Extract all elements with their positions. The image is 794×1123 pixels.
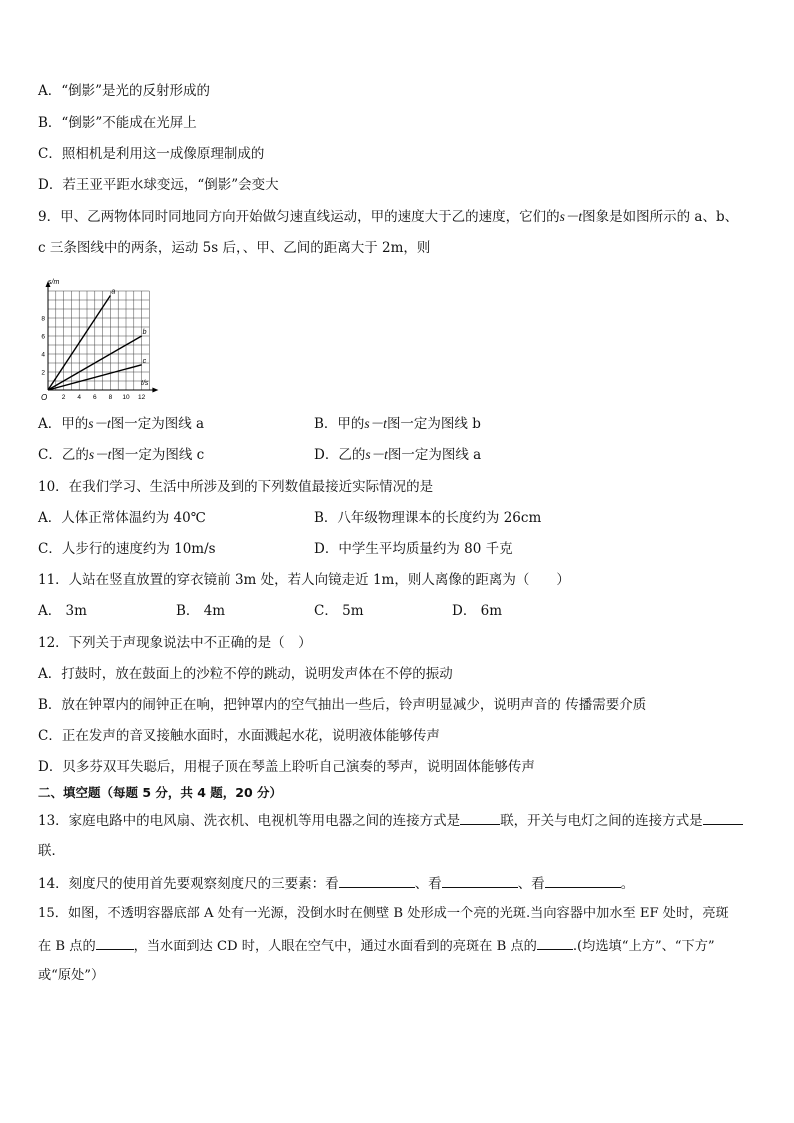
q12-option-d: D．贝多芬双耳失聪后，用棍子顶在琴盖上聆听自己演奏的琴声，说明固体能够传声 bbox=[38, 759, 535, 775]
q9-stem-text: 9．甲、乙两物体同时同地同方向开始做匀速直线运动，甲的速度大于乙的速度，它们的 bbox=[38, 209, 560, 225]
q9-option-a-text: 图一定为图线 a bbox=[110, 416, 205, 432]
x-tick-label: 4 bbox=[77, 394, 82, 401]
x-axis-arrow bbox=[152, 388, 158, 393]
q15-text-c: .(均选填“上方”、“下方” bbox=[572, 939, 715, 954]
q8-option-c: C．照相机是利用这一成像原理制成的 bbox=[38, 146, 265, 162]
q14-line bbox=[38, 873, 634, 894]
q12-stem: 12．下列关于声现象说法中不正确的是（ ） bbox=[38, 635, 312, 651]
x-tick-label: 2 bbox=[61, 394, 66, 401]
q11-option-c: C． 5m bbox=[314, 603, 364, 619]
q9-option-b-st: s－t bbox=[364, 416, 387, 431]
q14-text-c: 、看 bbox=[517, 876, 545, 892]
series-label-b: b bbox=[142, 329, 147, 336]
q9-option-b-text: 图一定为图线 b bbox=[386, 416, 481, 432]
q15-line2 bbox=[38, 935, 715, 957]
q9-option-d-prefix: D．乙的 bbox=[314, 447, 366, 463]
q8-option-d: D．若王亚平距水球变远，“倒影”会变大 bbox=[38, 177, 279, 193]
q9-option-a bbox=[38, 414, 204, 434]
q15-text-b: ，当水面到达 CD 时，人眼在空气中，通过水面看到的亮斑在 B 点的 bbox=[133, 939, 537, 954]
x-tick-label: 12 bbox=[137, 394, 146, 401]
q8-option-b: B．“倒影”不能成在光屏上 bbox=[38, 115, 197, 131]
q10-option-b: B．八年级物理课本的长度约为 26cm bbox=[314, 510, 542, 526]
q9-stem-text-end: 图象是如图所示的 a、b、 bbox=[582, 209, 739, 225]
q9-option-b-prefix: B．甲的 bbox=[314, 416, 365, 432]
q14-text-b: 、看 bbox=[414, 876, 442, 892]
x-tick-label: 8 bbox=[108, 394, 113, 401]
q15-line3: 或“原处”） bbox=[38, 968, 105, 983]
q9-option-d-st: s－t bbox=[365, 447, 388, 462]
y-tick-label: 4 bbox=[41, 351, 45, 359]
x-tick-label: 10 bbox=[122, 394, 130, 401]
x-tick-label: 6 bbox=[92, 394, 97, 401]
y-tick-label: 2 bbox=[41, 369, 45, 377]
q9-option-c-st: s－t bbox=[88, 447, 112, 462]
q9-st-symbol: s－t bbox=[559, 209, 583, 224]
q12-option-b: B．放在钟罩内的闹钟正在响，把钟罩内的空气抽出一些后，铃声明显减少，说明声音的 传播需要介质 bbox=[38, 697, 647, 713]
q9-option-c-prefix: C．乙的 bbox=[38, 447, 89, 463]
q11-option-b: B． 4m bbox=[176, 603, 226, 619]
section-title: 二、填空题（每题 5 分，共 4 题，20 分） bbox=[38, 785, 283, 800]
q12-option-a: A．打鼓时，放在鼓面上的沙粒不停的跳动，说明发声体在不停的振动 bbox=[38, 666, 453, 682]
q13-line1 bbox=[38, 810, 743, 831]
q9-option-a-st: s－t bbox=[88, 416, 111, 431]
x-axis-label: t/s bbox=[141, 380, 149, 387]
q9-stem-line1 bbox=[38, 207, 738, 227]
graph-lines bbox=[48, 289, 147, 391]
q15-text-a: 在 B 点的 bbox=[38, 939, 96, 954]
q9-option-b bbox=[314, 414, 481, 434]
q14-blank-3[interactable] bbox=[545, 873, 621, 888]
q10-option-c: C．人步行的速度约为 10m/s bbox=[38, 541, 216, 557]
q9-stem-line2: c 三条图线中的两条，运动 5s 后，、甲、乙间的距离大于 2m，则 bbox=[38, 240, 431, 256]
q14-text-d: 。 bbox=[620, 876, 635, 892]
q15-line1: 15．如图，不透明容器底部 A 处有一光源，没倒水时在侧壁 B 处形成一个亮的光斑.当向容器中加水至 EF 处时，亮斑 bbox=[38, 906, 729, 921]
q14-blank-2[interactable] bbox=[442, 873, 518, 888]
q13-blank-1[interactable] bbox=[460, 810, 500, 825]
st-graph bbox=[34, 268, 164, 402]
q12-option-c: C．正在发声的音叉接触水面时，水面溅起水花，说明液体能够传声 bbox=[38, 728, 440, 744]
q13-text-b: 联，开关与电灯之间的连接方式是 bbox=[500, 813, 703, 829]
series-label-a: a bbox=[111, 288, 116, 296]
q8-option-a: A．“倒影”是光的反射形成的 bbox=[38, 83, 211, 99]
q10-option-a: A．人体正常体温约为 40℃ bbox=[38, 510, 206, 526]
q15-blank-1[interactable] bbox=[96, 935, 134, 950]
q10-stem: 10．在我们学习、生活中所涉及到的下列数值最接近实际情况的是 bbox=[38, 479, 434, 495]
q11-option-a: A． 3m bbox=[38, 603, 87, 619]
y-axis-label: s/m bbox=[48, 279, 60, 286]
q9-option-d bbox=[314, 445, 481, 465]
q9-option-d-text: 图一定为图线 a bbox=[387, 447, 482, 463]
q13-blank-2[interactable] bbox=[703, 810, 743, 825]
q10-option-d: D．中学生平均质量约为 80 千克 bbox=[314, 541, 513, 557]
origin-label: O bbox=[41, 393, 48, 402]
q11-stem: 11．人站在竖直放置的穿衣镜前 3m 处，若人向镜走近 1m，则人离像的距离为（ ） bbox=[38, 572, 570, 588]
y-tick-label: 8 bbox=[41, 315, 45, 323]
q14-blank-1[interactable] bbox=[339, 873, 415, 888]
y-tick-label: 6 bbox=[41, 333, 45, 341]
q14-text-a: 14．刻度尺的使用首先要观察刻度尺的三要素：看 bbox=[38, 876, 339, 892]
q9-option-a-prefix: A．甲的 bbox=[38, 416, 89, 432]
q15-blank-2[interactable] bbox=[537, 935, 573, 950]
q9-option-c-text: 图一定为图线 c bbox=[111, 447, 205, 463]
q9-option-c bbox=[38, 445, 204, 465]
q11-option-d: D． 6m bbox=[452, 603, 503, 619]
series-label-c: c bbox=[142, 357, 147, 365]
q13-line2: 联． bbox=[38, 843, 65, 859]
q13-text-a: 13．家庭电路中的电风扇、洗衣机、电视机等用电器之间的连接方式是 bbox=[38, 813, 461, 829]
